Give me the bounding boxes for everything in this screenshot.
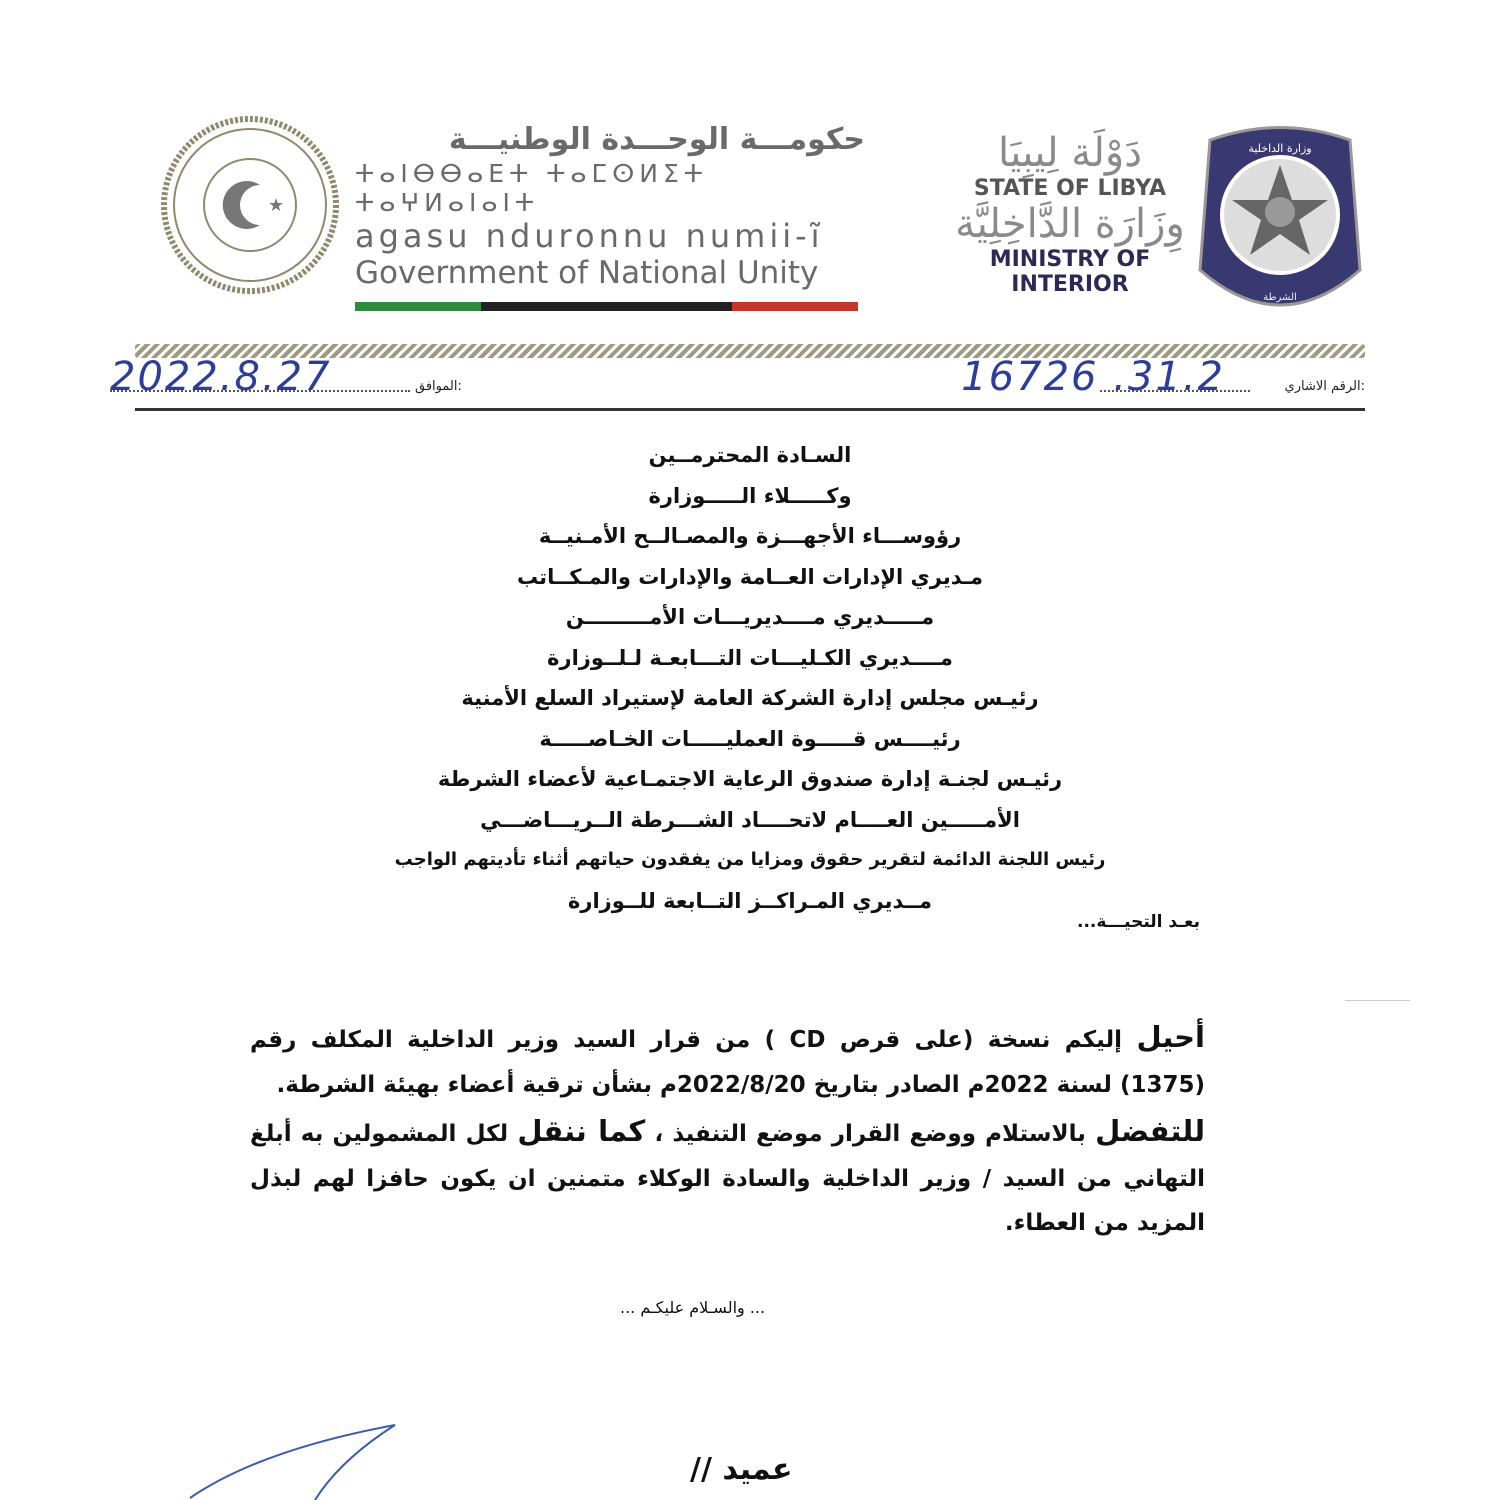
addressee: مـــــديري مــــديريـــات الأمـــــــــن [565, 605, 935, 629]
addressee: رئيـس لجنـة إدارة صندوق الرعاية الاجتمـاعية لأعضاء الشرطة [437, 767, 1063, 791]
badge-top-text: وزارة الداخلية [1248, 142, 1312, 155]
addressee: مــديري المـراكــز التــابعة للــوزارة [568, 888, 932, 913]
addressees-list [300, 435, 1200, 921]
gnu-tifinagh-title: ⵜⴰⵏⴱⴱⴰⴹⵜ ⵜⴰⵎⵙⵍⵉⵜ ⵜⴰⵖⵍⴰⵏⴰⵏⵜ [355, 159, 708, 217]
flag-color-bar [355, 302, 858, 311]
addressee: رئيـس مجلس إدارة الشركة العامة لإستيراد السلع الأمنية [461, 686, 1039, 710]
addressee: رئيــــس قـــــوة العمليـــــات الخـاصـــــة [539, 726, 961, 751]
addressee: السـادة المحترمــين [648, 443, 852, 467]
letter-body [250, 1015, 1205, 1248]
p1-text: إليكم نسخة (على قرص CD ) من قرار السيد وزير الداخلية المكلف رقم (1375) لسنة 2022م الصادر بتاريخ 2022/8/20م بشأن ترقية أعضاء بهيئة الشرطة. [250, 1027, 1205, 1098]
gnu-arabic-title: حكومـــة الوحـــدة الوطنيـــة [448, 122, 865, 157]
reference-row [110, 354, 1365, 400]
p2-lead: للتفضل [1095, 1114, 1205, 1148]
police-badge-logo [1195, 120, 1365, 325]
gnu-amazigh-title: agasu nduronnu numii-ĩ [355, 217, 824, 255]
greeting: بعـد التحيـــة... [1077, 912, 1200, 932]
p2-text-b: لكل المشمولين به أبلغ التهاني من السيد / وزير الداخلية والسادة الوكلاء متمنين ان يكون حافزا لهم لبذل المزيد من العطاء. [250, 1121, 1205, 1236]
addressee: الأمـــــين العــــام لاتحــــاد الشـــرطة الــريـــاضـــي [480, 807, 1020, 832]
reference-label: الرقم الاشاري: [1284, 379, 1365, 394]
scan-mark [1345, 1000, 1410, 1001]
svg-text:★: ★ [268, 195, 285, 216]
date-handwritten: 2022.8.27 [110, 354, 332, 400]
addressee: مـديري الإدارات العــامة والإدارات والمـكــاتب [516, 564, 984, 589]
header-rule [135, 408, 1365, 411]
state-arabic-title: دَوْلَة لِيبِيَا [997, 130, 1143, 176]
p1-lead: أحيل [1136, 1020, 1206, 1054]
government-seal-logo [160, 115, 340, 295]
p2-lead2: كما ننقل [517, 1114, 646, 1148]
signature [180, 1410, 420, 1500]
addressee: مــــديري الكـليـــات التـــابعـة لـلــوزارة [547, 645, 953, 670]
state-english-title: STATE OF LIBYA [973, 176, 1167, 201]
badge-bottom-text: الشرطة [1263, 292, 1297, 303]
ministry-arabic-title: وِزَارَة الدَّاخِلِيَّة [955, 201, 1185, 247]
date-label: الموافق: [415, 379, 462, 394]
addressee: رؤوســـاء الأجهـــزة والمصـالــح الأمـنيــة [538, 524, 962, 548]
addressee: رئيس اللجنة الدائمة لتقرير حقوق ومزايا من يفقدون حياتهم أثناء تأديتهم الواجب [394, 849, 1106, 870]
closing: ... والسـلام عليكـم ... [620, 1298, 766, 1317]
ministry-english-title: MINISTRY OF INTERIOR [989, 247, 1151, 297]
p2-text-a: بالاستلام ووضع القرار موضع التنفيذ ، [654, 1121, 1086, 1147]
addressee: وكـــــلاء الـــــوزارة [648, 483, 852, 508]
signatory-title: عميد // [690, 1452, 793, 1487]
gnu-english-title: Government of National Unity [355, 255, 819, 291]
ministry-letterhead [935, 130, 1205, 297]
reference-number-handwritten: 16726 .31.2 [961, 354, 1225, 400]
government-letterhead [355, 122, 865, 291]
